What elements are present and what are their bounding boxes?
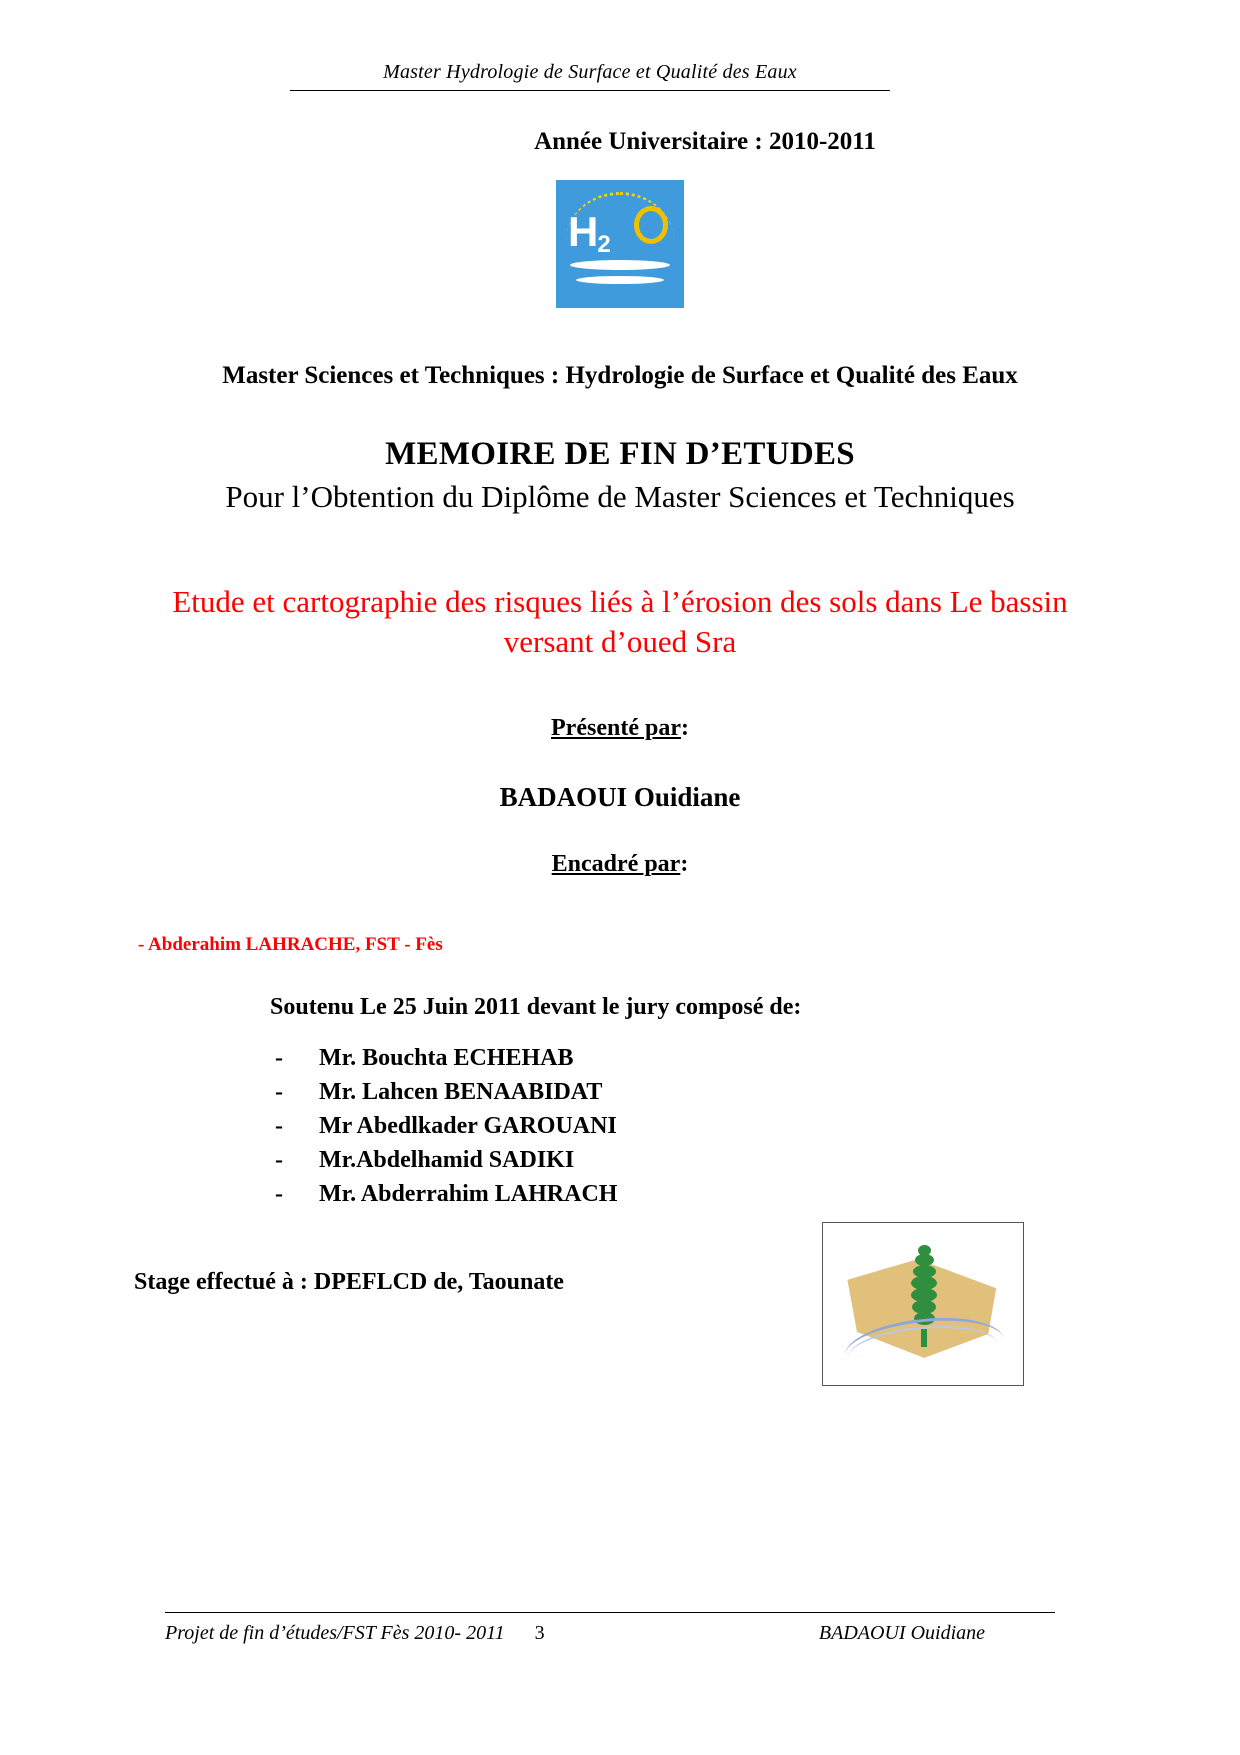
supervised-by-label: [120, 851, 1120, 878]
footer-right-text: BADAOUI Ouidiane: [818, 1622, 985, 1644]
defense-line: Soutenu Le 25 Juin 2011 devant le jury composé de:: [270, 993, 802, 1020]
jury-bullet: -: [275, 1044, 283, 1071]
list-item: [275, 1075, 1120, 1109]
footer-left-text: Projet de fin d’études/FST Fès 2010- 2011: [165, 1622, 505, 1644]
logo-ring-icon: [634, 206, 668, 244]
logo-text: H2: [568, 208, 610, 258]
supervised-by-colon: :: [680, 850, 689, 877]
list-item: [275, 1143, 1120, 1177]
jury-bullet: -: [275, 1112, 283, 1139]
jury-bullet: -: [275, 1078, 283, 1105]
header-title: Master Hydrologie de Surface et Qualité des Eaux: [383, 61, 797, 83]
header-divider: [290, 90, 890, 91]
supervisor-name: Abderahim LAHRACHE, FST - Fès: [148, 933, 443, 955]
page-number: 3: [534, 1622, 545, 1644]
supervised-by-underlined: Encadré par: [551, 850, 681, 877]
jury-member-name: Mr.Abdelhamid SADIKI: [319, 1146, 575, 1173]
list-item: [275, 1041, 1120, 1075]
jury-member-name: Mr. Lahcen BENAABIDAT: [319, 1078, 603, 1105]
jury-member-name: Mr Abedlkader GAROUANI: [319, 1112, 617, 1139]
document-body: [120, 120, 1120, 1296]
page-footer: [165, 1622, 1055, 1645]
thesis-type-subtitle: Pour l’Obtention du Diplôme de Master Sciences et Techniques: [225, 479, 1015, 514]
list-item: [275, 1177, 1120, 1211]
thesis-subject-title: Etude et cartographie des risques liés à l’érosion des sols dans Le bassin versant d’oued Sra: [172, 583, 1068, 660]
academic-year: Année Universitaire : 2010-2011: [534, 128, 876, 155]
presented-by-label: [120, 715, 1120, 742]
jury-bullet: -: [275, 1146, 283, 1173]
author-name: BADAOUI Ouidiane: [499, 781, 741, 812]
logo-wave-icon: [576, 276, 664, 284]
jury-member-name: Mr. Bouchta ECHEHAB: [319, 1044, 574, 1071]
jury-member-name: Mr. Abderrahim LAHRACH: [319, 1180, 618, 1207]
jury-list: [275, 1041, 1120, 1211]
list-item: [275, 1109, 1120, 1143]
supervisor-dash: -: [138, 933, 145, 955]
logo-wave-icon: [570, 260, 670, 270]
jury-bullet: -: [275, 1180, 283, 1207]
institution-logo-figure: [822, 1222, 1024, 1386]
logo-container: [120, 180, 1120, 308]
internship-line: Stage effectué à : DPEFLCD de, Taounate: [134, 1268, 564, 1295]
page-header: [290, 60, 890, 91]
presented-by-underlined: Présenté par: [551, 714, 681, 741]
supervisor-entry: [138, 934, 1120, 956]
presented-by-colon: :: [680, 714, 689, 741]
master-program-line: Master Sciences et Techniques : Hydrologie de Surface et Qualité des Eaux: [222, 362, 1018, 389]
h2o-logo-icon: [556, 180, 684, 308]
thesis-type-title: MEMOIRE DE FIN D’ETUDES: [385, 436, 855, 472]
footer-divider: [165, 1612, 1055, 1613]
